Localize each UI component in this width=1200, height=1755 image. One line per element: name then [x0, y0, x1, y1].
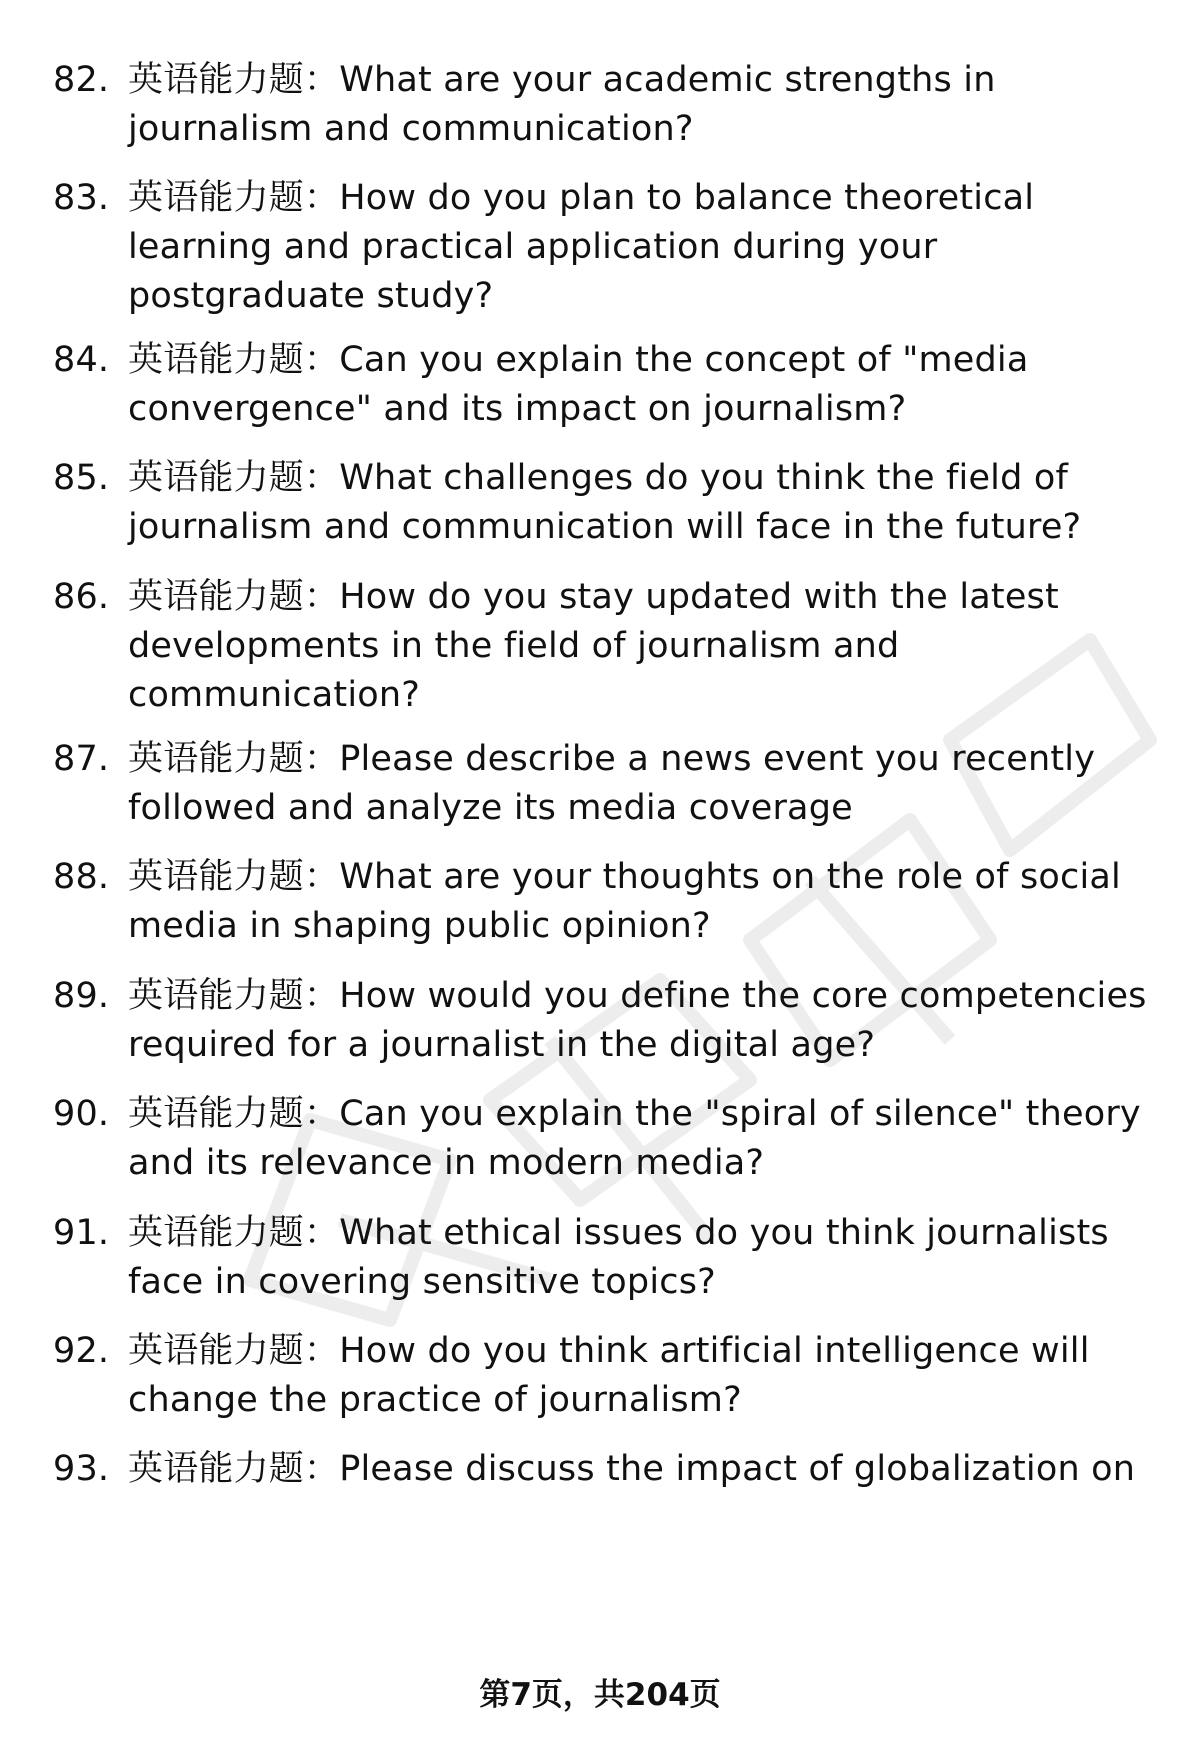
question-body	[128, 972, 1168, 1070]
question-body	[128, 735, 1168, 833]
question-body	[128, 853, 1168, 951]
question-number: 91.	[53, 1213, 110, 1253]
question-number: 92.	[53, 1331, 110, 1371]
question-text: What ethical issues do you think journalists face in covering sensitive topics?	[128, 1213, 1109, 1302]
question-number: 90.	[53, 1094, 110, 1134]
question-number: 85.	[53, 458, 110, 498]
question-number: 87.	[53, 739, 110, 779]
question-body	[128, 1445, 1168, 1494]
question-label: 英语能力题：	[128, 976, 340, 1016]
question-text: Please describe a news event you recently followed and analyze its media coverage	[128, 739, 1096, 828]
question-text: Please discuss the impact of globalization on	[339, 1449, 1136, 1489]
question-body	[128, 454, 1168, 552]
question-label: 英语能力题：	[128, 1331, 340, 1371]
question-number: 89.	[53, 976, 110, 1016]
question-label: 英语能力题：	[128, 60, 340, 100]
question-label: 英语能力题：	[128, 1449, 340, 1489]
question-label: 英语能力题：	[128, 458, 340, 498]
question-text: Can you explain the concept of "media convergence" and its impact on journalism?	[128, 340, 1029, 429]
question-label: 英语能力题：	[128, 1094, 340, 1134]
question-label: 英语能力题：	[128, 577, 340, 617]
question-label: 英语能力题：	[128, 1213, 340, 1253]
question-body	[128, 1327, 1168, 1425]
question-label: 英语能力题：	[128, 340, 340, 380]
question-label: 英语能力题：	[128, 739, 340, 779]
question-body	[128, 573, 1168, 720]
question-body	[128, 56, 1168, 154]
question-body	[128, 336, 1168, 434]
question-text: How do you stay updated with the latest developments in the field of journalism and communication?	[128, 577, 1059, 715]
question-text: What challenges do you think the field of journalism and communication will face in the future?	[128, 458, 1082, 547]
question-label: 英语能力题：	[128, 178, 340, 218]
question-number: 82.	[53, 60, 110, 100]
question-number: 86.	[53, 577, 110, 617]
question-label: 英语能力题：	[128, 857, 340, 897]
question-number: 93.	[53, 1449, 110, 1489]
question-body	[128, 1090, 1168, 1188]
question-number: 88.	[53, 857, 110, 897]
question-number: 83.	[53, 178, 110, 218]
question-text: Can you explain the "spiral of silence" theory and its relevance in modern media?	[128, 1094, 1141, 1183]
question-body	[128, 1209, 1168, 1307]
page-indicator: 第7页，共204页	[479, 1677, 721, 1713]
question-body	[128, 174, 1168, 321]
question-text: How do you think artificial intelligence will change the practice of journalism?	[128, 1331, 1090, 1420]
question-text: How would you define the core competencies required for a journalist in the digital age?	[128, 976, 1147, 1065]
question-number: 84.	[53, 340, 110, 380]
question-text: What are your thoughts on the role of social media in shaping public opinion?	[128, 857, 1121, 946]
question-text: How do you plan to balance theoretical learning and practical application during your postgraduate study?	[128, 178, 1035, 316]
question-text: What are your academic strengths in journalism and communication?	[128, 60, 996, 149]
